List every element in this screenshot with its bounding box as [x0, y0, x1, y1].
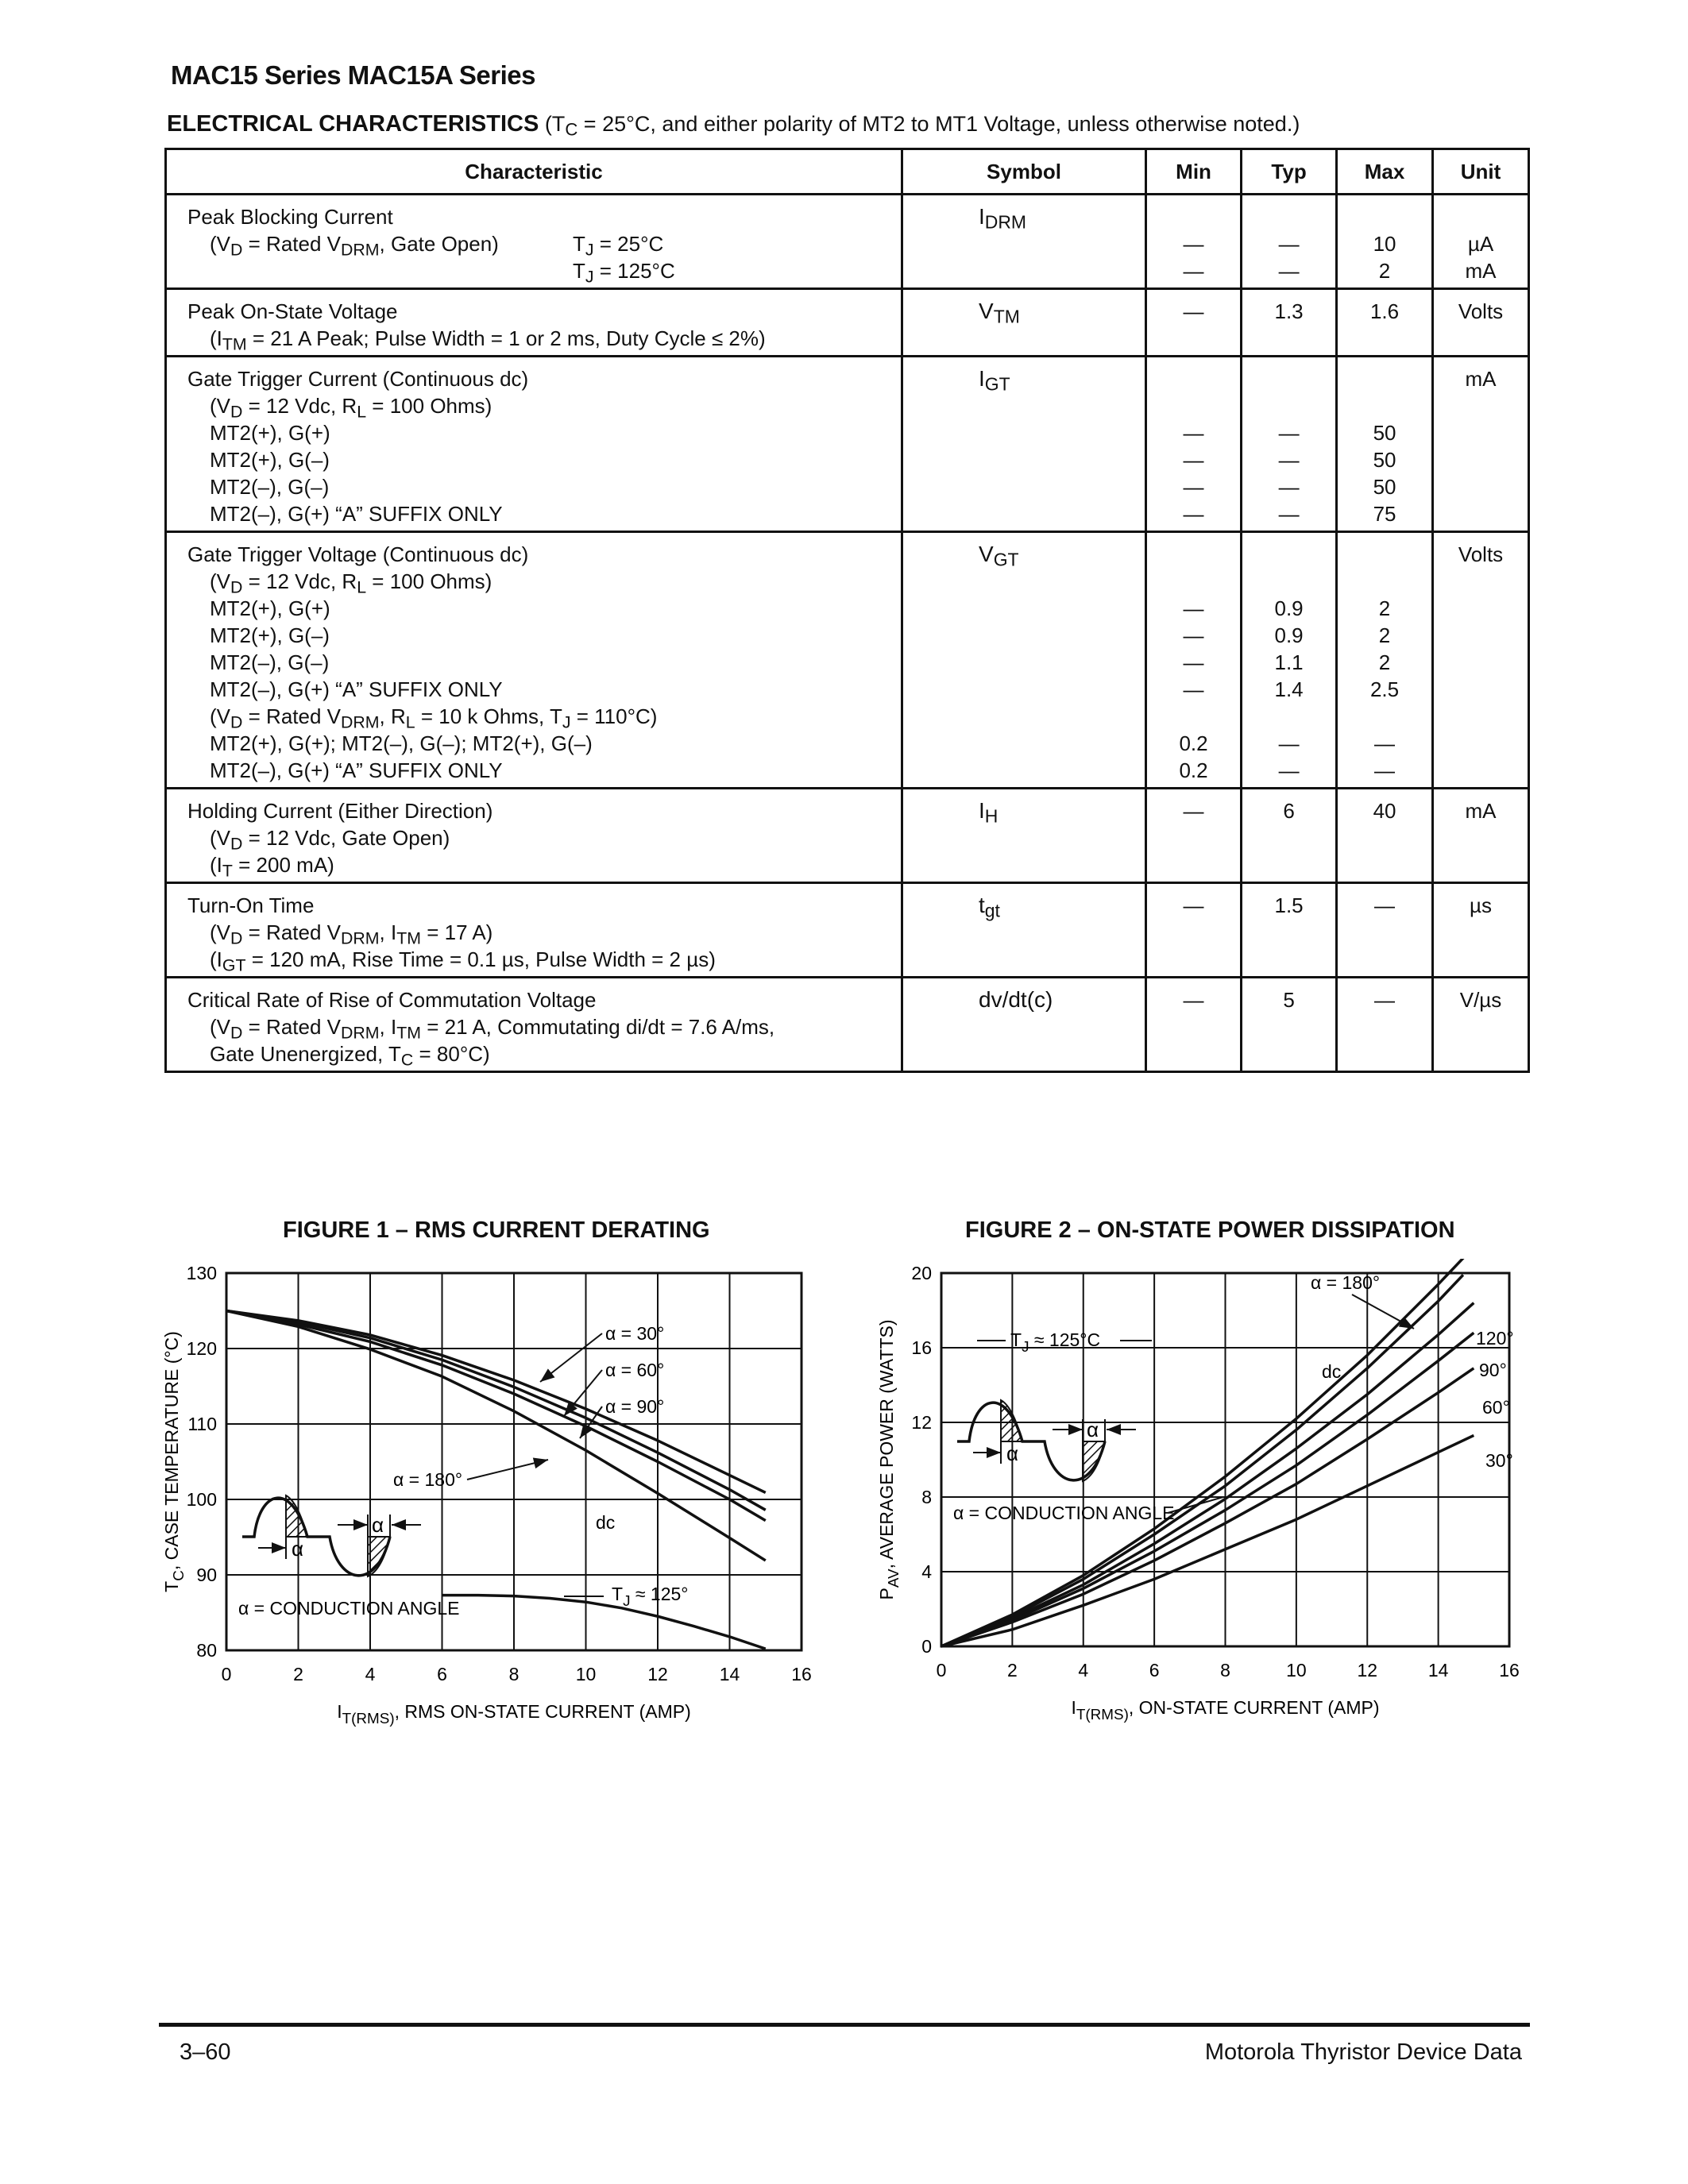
x-tick-label: 12 — [1357, 1660, 1378, 1680]
figure2-title: FIGURE 2 – ON-STATE POWER DISSIPATION — [965, 1217, 1455, 1243]
annotation-120: 120° — [1476, 1328, 1514, 1349]
characteristic-cell — [166, 195, 902, 289]
annotation-dc: dc — [596, 1512, 616, 1533]
annotation-alpha-60: α = 60° — [605, 1360, 665, 1380]
min-cell: — — — — 0.2 0.2 — [1146, 532, 1242, 789]
conduction-angle-label: α = CONDUCTION ANGLE — [238, 1598, 460, 1619]
figure1-title: FIGURE 1 – RMS CURRENT DERATING — [283, 1217, 710, 1243]
typ-cell: 1.5 — [1242, 883, 1337, 978]
electrical-characteristics-heading: ELECTRICAL CHARACTERISTICS ($T_C = 25^\circ C$, and either polarity of MT2 to MT1 Voltage, unless otherwise noted.) — [167, 111, 1300, 140]
annotation-90: 90° — [1479, 1360, 1507, 1380]
symbol-cell: $V_{GT}$ — [902, 532, 1146, 789]
characteristic-line: MT2(–), G(–) — [210, 650, 330, 674]
min-cell: — — [1146, 289, 1242, 357]
table-row — [166, 289, 1529, 357]
symbol-cell: $t_{gt}$ — [902, 883, 1146, 978]
unit-cell: mA — [1433, 789, 1529, 883]
symbol-cell: $I_{DRM}$ — [902, 195, 1146, 289]
x-tick-label: 16 — [791, 1664, 812, 1684]
col-min: Min — [1146, 149, 1242, 195]
table-row — [166, 978, 1529, 1072]
characteristic-cell — [166, 789, 902, 883]
min-cell: — — — [1146, 195, 1242, 289]
alpha-arrow-right-1-head — [353, 1519, 368, 1530]
y-tick-label: 80 — [196, 1640, 217, 1661]
annotation-dc: dc — [1322, 1361, 1342, 1382]
x-tick-label: 0 — [936, 1660, 947, 1680]
book-title: Motorola Thyristor Device Data — [1204, 2039, 1522, 2065]
typ-cell: 0.9 0.9 1.1 1.4 — — — [1242, 532, 1337, 789]
characteristic-line: Critical Rate of Rise of Commutation Voltage — [187, 988, 597, 1012]
y-axis-label: $T_C$, CASE TEMPERATURE (°C) — [161, 1331, 187, 1592]
annotation-arrow-180-head — [533, 1457, 548, 1468]
min-cell: — — [1146, 789, 1242, 883]
characteristic-line: MT2(+), G(–) — [210, 448, 330, 472]
characteristic-line: ($V_D$ = Rated $V_{DRM}$, $I_{TM} = 17$ A) — [210, 920, 493, 948]
unit-cell: V/µs — [1433, 978, 1529, 1072]
y-tick-label: 8 — [921, 1487, 932, 1507]
max-cell: 1.6 — [1337, 289, 1433, 357]
table-row — [166, 532, 1529, 789]
max-cell: 40 — [1337, 789, 1433, 883]
characteristic-line: ($I_{TM} = 21$ A Peak; Pulse Width = 1 or 2 ms, Duty Cycle ≤ 2%) — [210, 326, 766, 354]
x-tick-label: 10 — [575, 1664, 597, 1684]
x-tick-label: 6 — [437, 1664, 447, 1684]
characteristic-line: MT2(–), G(+) “A” SUFFIX ONLY — [210, 502, 503, 526]
annotation-alpha-180: α = 180° — [1311, 1272, 1381, 1293]
characteristic-line: Gate Unenergized, $T_C = 80^\circ C$) — [210, 1042, 490, 1070]
characteristic-cell — [166, 289, 902, 357]
alpha-symbol: α — [292, 1537, 304, 1561]
col-unit: Unit — [1433, 149, 1529, 195]
y-tick-label: 110 — [187, 1414, 217, 1434]
x-tick-label: 6 — [1149, 1660, 1160, 1680]
x-tick-label: 8 — [508, 1664, 520, 1684]
x-tick-label: 10 — [1286, 1660, 1307, 1680]
y-tick-label: 16 — [911, 1337, 932, 1358]
annotation-arrow-30-head — [540, 1368, 554, 1382]
characteristic-line: $T_J = 125^\circ C$ — [573, 259, 675, 287]
col-symbol: Symbol — [902, 149, 1146, 195]
characteristic-line: Turn-On Time — [187, 893, 315, 917]
col-max: Max — [1337, 149, 1433, 195]
typ-cell: 1.3 — [1242, 289, 1337, 357]
y-tick-label: 4 — [921, 1561, 932, 1582]
y-tick-label: 90 — [196, 1565, 217, 1585]
annotation-alpha-90: α = 90° — [605, 1396, 665, 1417]
x-tick-label: 2 — [1006, 1660, 1018, 1680]
characteristic-line: MT2(+), G(–) — [210, 623, 330, 647]
table-row — [166, 789, 1529, 883]
characteristic-cell — [166, 978, 902, 1072]
alpha-symbol-2: α — [372, 1513, 384, 1537]
x-tick-label: 4 — [365, 1664, 376, 1684]
y-tick-label: 20 — [911, 1263, 932, 1283]
characteristic-line: Gate Trigger Voltage (Continuous dc) — [187, 542, 529, 566]
annotation-60: 60° — [1482, 1397, 1510, 1418]
alpha-symbol-2: α — [1087, 1418, 1099, 1441]
typ-cell: 6 — [1242, 789, 1337, 883]
characteristic-line: ($I_{GT} = 120$ mA, Rise Time = 0.1 µs, Pulse Width = 2 µs) — [210, 947, 716, 975]
characteristic-line: Peak On-State Voltage — [187, 299, 398, 323]
alpha-arrow-right-2-head — [392, 1519, 406, 1530]
x-tick-label: 0 — [221, 1664, 232, 1684]
x-tick-label: 8 — [1220, 1660, 1230, 1680]
max-cell: — — [1337, 883, 1433, 978]
y-axis-label: $P_{AV}$, AVERAGE POWER (WATTS) — [876, 1319, 902, 1600]
col-typ: Typ — [1242, 149, 1337, 195]
annotation-arrow-180-head — [1399, 1317, 1414, 1329]
characteristic-cell — [166, 883, 902, 978]
y-tick-label: 0 — [921, 1636, 932, 1657]
x-axis-label: $I_{T(RMS)}$, RMS ON-STATE CURRENT (AMP) — [337, 1701, 691, 1727]
figure1-chart — [151, 1259, 850, 1735]
characteristic-line: MT2(–), G(+) “A” SUFFIX ONLY — [210, 758, 503, 782]
series-line — [226, 1311, 766, 1521]
col-characteristic: Characteristic — [166, 149, 902, 195]
conduction-angle-label: α = CONDUCTION ANGLE — [953, 1503, 1175, 1523]
unit-cell: mA — [1433, 357, 1529, 532]
alpha-arrow-left-head — [987, 1447, 1001, 1458]
symbol-cell: $V_{TM}$ — [902, 289, 1146, 357]
max-cell: — — [1337, 978, 1433, 1072]
annotation-tj: $T_J \approx 125^\circ C$ — [1010, 1329, 1101, 1355]
table-header-row — [166, 149, 1529, 195]
typ-cell: 5 — [1242, 978, 1337, 1072]
electrical-characteristics-table — [164, 148, 1530, 1073]
alpha-arrow-right-2-head — [1107, 1424, 1121, 1435]
characteristic-line: MT2(+), G(+) — [210, 596, 330, 620]
alpha-arrow-left-head — [272, 1542, 286, 1553]
characteristic-line: MT2(–), G(–) — [210, 475, 330, 499]
x-tick-label: 2 — [293, 1664, 303, 1684]
typ-cell: — — — — — [1242, 357, 1337, 532]
symbol-cell: dv/dt(c) — [902, 978, 1146, 1072]
characteristic-cell — [166, 357, 902, 532]
characteristic-line: ($I_T = 200$ mA) — [210, 853, 334, 881]
characteristic-line: ($V_D$ = Rated $V_{DRM}$, $R_L = 10$ k Ohms, $T_J = 110^\circ C$) — [210, 704, 658, 732]
characteristic-line: ($V_D$ = Rated $V_{DRM}$, $I_{TM} = 21$ A, Commutating di/dt = 7.6 A/ms, — [210, 1015, 775, 1043]
series-line — [442, 1596, 766, 1649]
series-line — [226, 1311, 766, 1511]
annotation-30: 30° — [1485, 1450, 1513, 1471]
table-row — [166, 195, 1529, 289]
figure2-chart — [866, 1259, 1549, 1735]
unit-cell: µA mA — [1433, 195, 1529, 289]
annotation-alpha-180: α = 180° — [393, 1469, 463, 1490]
symbol-cell: $I_H$ — [902, 789, 1146, 883]
characteristic-line: ($V_D = 12$ Vdc, $R_L = 100$ Ohms) — [210, 569, 492, 597]
x-tick-label: 12 — [647, 1664, 668, 1684]
characteristic-line: Peak Blocking Current — [187, 205, 393, 229]
x-tick-label: 16 — [1499, 1660, 1520, 1680]
series-title: MAC15 Series MAC15A Series — [171, 60, 535, 90]
x-tick-label: 14 — [1427, 1660, 1449, 1680]
y-tick-label: 100 — [186, 1489, 217, 1510]
footer-rule — [159, 2023, 1530, 2027]
characteristic-line: ($V_D$ = Rated $V_{DRM}$, Gate Open) $T_J = 25^\circ C$ — [210, 232, 664, 260]
alpha-symbol: α — [1006, 1441, 1019, 1465]
max-cell: 50 50 50 75 — [1337, 357, 1433, 532]
table-row — [166, 357, 1529, 532]
characteristic-line: MT2(+), G(+); MT2(–), G(–); MT2(+), G(–) — [210, 731, 593, 755]
y-tick-label: 120 — [186, 1338, 217, 1359]
alpha-arrow-right-1-head — [1068, 1424, 1083, 1435]
annotation-tj: $T_J \approx 125^\circ$ — [612, 1584, 689, 1609]
characteristic-line: ($V_D = 12$ Vdc, Gate Open) — [210, 826, 450, 854]
min-cell: — — — — — [1146, 357, 1242, 532]
page-number: 3–60 — [180, 2039, 231, 2065]
characteristic-line: MT2(–), G(+) “A” SUFFIX ONLY — [210, 677, 503, 701]
max-cell: 2 2 2 2.5 — — — [1337, 532, 1433, 789]
unit-cell: Volts — [1433, 532, 1529, 789]
characteristic-line: MT2(+), G(+) — [210, 421, 330, 445]
typ-cell: — — — [1242, 195, 1337, 289]
unit-cell: Volts — [1433, 289, 1529, 357]
table-row — [166, 883, 1529, 978]
unit-cell: µs — [1433, 883, 1529, 978]
annotation-alpha-30: α = 30° — [605, 1323, 665, 1344]
y-tick-label: 130 — [186, 1263, 217, 1283]
min-cell: — — [1146, 978, 1242, 1072]
x-tick-label: 14 — [719, 1664, 740, 1684]
x-axis-label: $I_{T(RMS)}$, ON-STATE CURRENT (AMP) — [1071, 1697, 1380, 1723]
x-tick-label: 4 — [1078, 1660, 1089, 1680]
characteristic-cell — [166, 532, 902, 789]
characteristic-line: Gate Trigger Current (Continuous dc) — [187, 367, 529, 391]
characteristic-line: ($V_D = 12$ Vdc, $R_L = 100$ Ohms) — [210, 394, 492, 422]
y-tick-label: 12 — [911, 1412, 932, 1433]
characteristic-line: Holding Current (Either Direction) — [187, 799, 493, 823]
max-cell: 10 2 — [1337, 195, 1433, 289]
symbol-cell: $I_{GT}$ — [902, 357, 1146, 532]
min-cell: — — [1146, 883, 1242, 978]
